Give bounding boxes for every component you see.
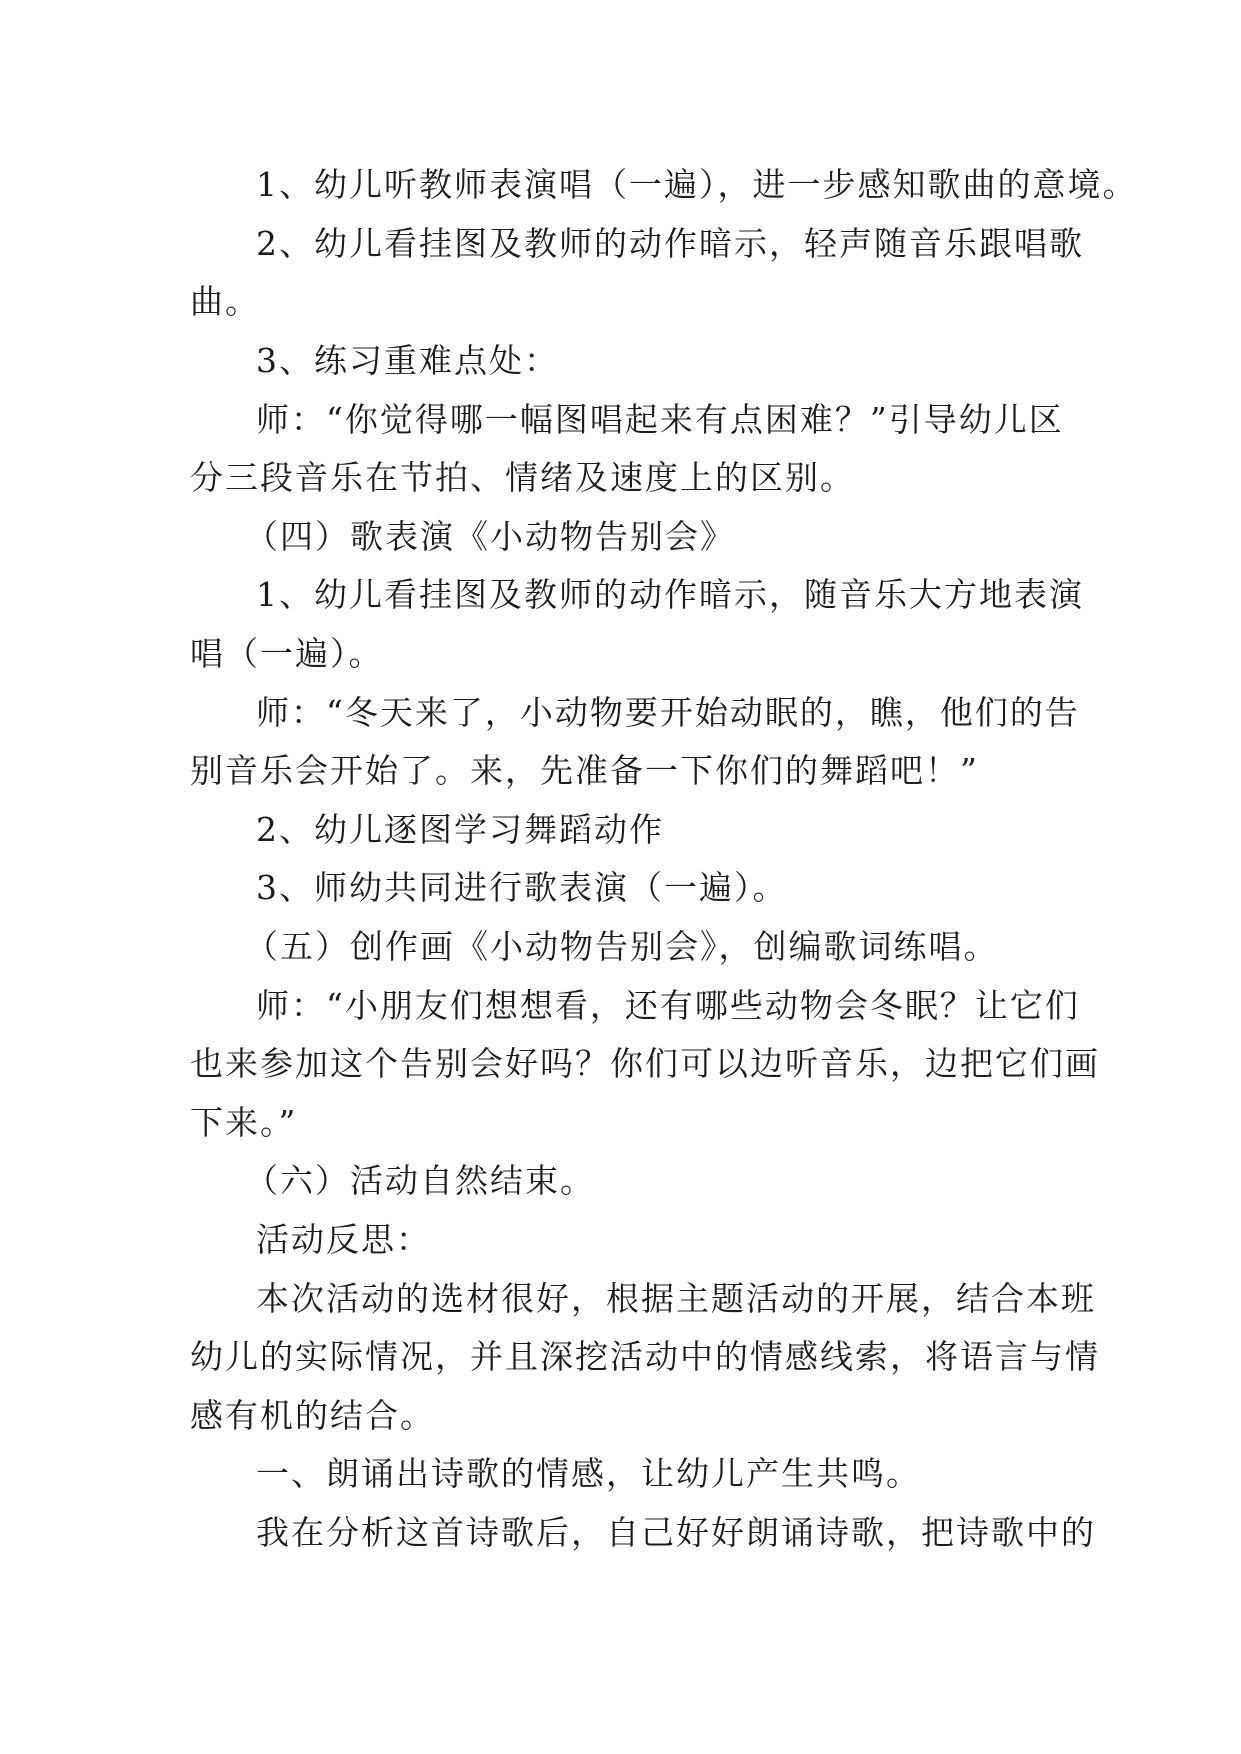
section-heading: 一、朗诵出诗歌的情感，让幼儿产生共鸣。 <box>256 1454 921 1493</box>
paragraph-line: 本次活动的选材很好，根据主题活动的开展，结合本班 <box>256 1279 1096 1318</box>
section-heading: （四）歌表演《小动物告别会》 <box>245 517 735 556</box>
paragraph-line: 唱（一遍）。 <box>190 634 384 673</box>
section-heading: （五）创作画《小动物告别会》，创编歌词练唱。 <box>245 927 999 966</box>
paragraph-line: 师：“小朋友们想想看，还有哪些动物会冬眠？让它们 <box>256 986 1080 1025</box>
paragraph-line: 3、师幼共同进行歌表演（一遍）。 <box>256 868 788 907</box>
paragraph-line: 曲。 <box>190 282 260 321</box>
section-heading: 活动反思： <box>256 1220 431 1259</box>
paragraph-line: 幼儿的实际情况，并且深挖活动中的情感线索，将语言与情 <box>190 1337 1100 1376</box>
paragraph-line: 感有机的结合。 <box>190 1396 435 1435</box>
paragraph-line: 1、幼儿听教师表演唱（一遍），进一步感知歌曲的意境。 <box>256 165 1138 204</box>
paragraph-line: 1、幼儿看挂图及教师的动作暗示，随音乐大方地表演 <box>256 575 1084 614</box>
paragraph-line: 师：“你觉得哪一幅图唱起来有点困难？”引导幼儿区 <box>256 400 1064 439</box>
paragraph-line: 下来。” <box>190 1103 298 1142</box>
section-heading: （六）活动自然结束。 <box>245 1161 595 1200</box>
paragraph-line: 2、幼儿看挂图及教师的动作暗示，轻声随音乐跟唱歌 <box>256 224 1084 263</box>
paragraph-line: 2、幼儿逐图学习舞蹈动作 <box>256 810 664 849</box>
paragraph-line: 也来参加这个告别会好吗？你们可以边听音乐，边把它们画 <box>190 1044 1100 1083</box>
paragraph-line: 分三段音乐在节拍、情绪及速度上的区别。 <box>190 458 855 497</box>
paragraph-line: 师：“冬天来了，小动物要开始动眠的，瞧，他们的告 <box>256 693 1080 732</box>
paragraph-line: 3、练习重难点处： <box>256 341 559 380</box>
paragraph-line: 我在分析这首诗歌后，自己好好朗诵诗歌，把诗歌中的 <box>256 1513 1096 1552</box>
paragraph-line: 别音乐会开始了。来，先准备一下你们的舞蹈吧！” <box>190 751 979 790</box>
